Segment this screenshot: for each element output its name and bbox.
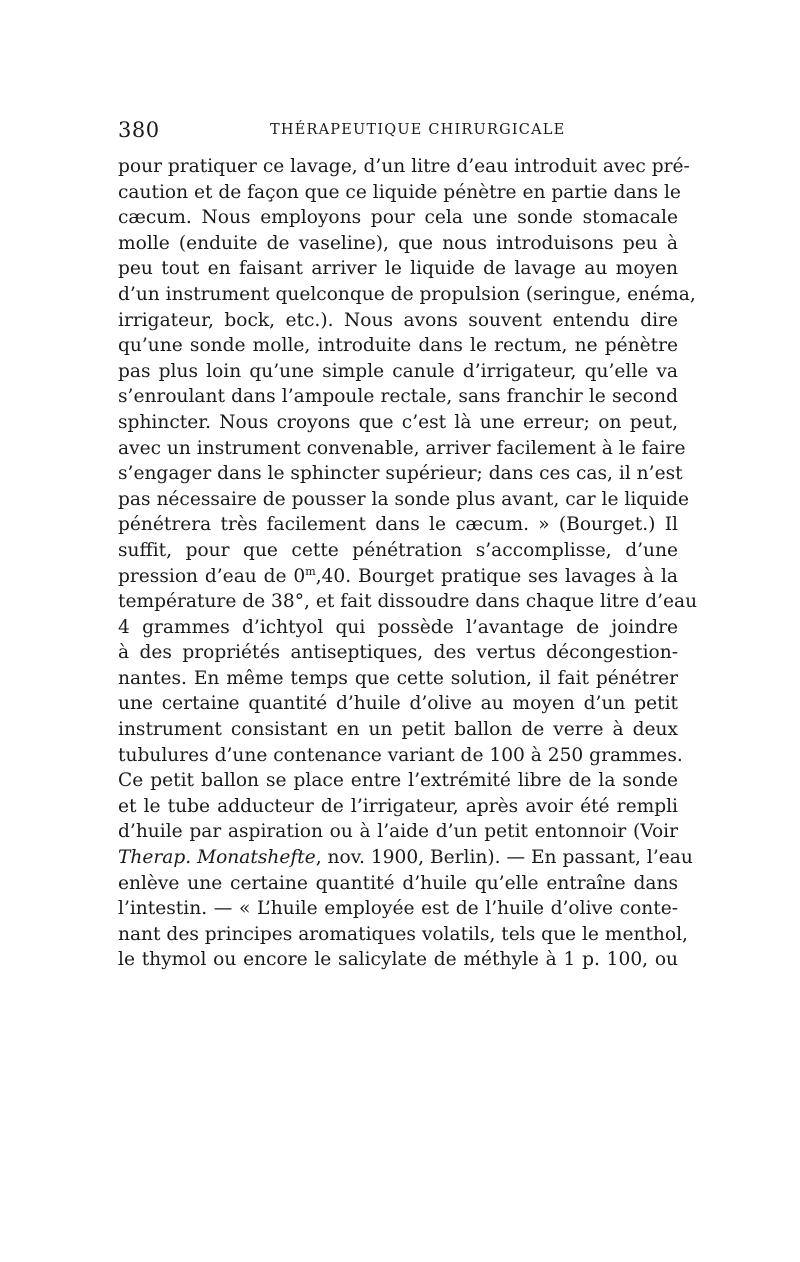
journal-title: Therap. Monatshefte (118, 847, 316, 869)
line-segment: pression d’eau de 0 (118, 565, 306, 587)
text-line: suffit, pour que cette pénétration s’accomplisse, d’une (118, 539, 678, 561)
text-line: pour pratiquer ce lavage, d’un litre d’eau introduit avec pré- (118, 156, 690, 177)
text-line: qu’une sonde molle, introduite dans le rectum, ne pénètre (118, 335, 678, 357)
text-line-with-citation (118, 845, 693, 871)
text-line: molle (enduite de vaseline), que nous introduisons peu à (118, 232, 678, 254)
text-line: s’engager dans le sphincter supérieur; dans ces cas, il n’est (118, 463, 683, 485)
text-line: à des propriétés antiseptiques, des vertus décongestion- (118, 642, 678, 664)
text-line: cæcum. Nous employons pour cela une sonde stomacale (118, 207, 678, 229)
text-line: pas plus loin qu’une simple canule d’irrigateur, qu’elle va (118, 360, 678, 382)
text-line: pas nécessaire de pousser la sonde plus avant, car le liquide (118, 488, 690, 510)
text-line: d’un instrument quelconque de propulsion (seringue, enéma, (118, 283, 696, 305)
text-line: peu tout en faisant arriver le liquide de lavage au moyen (118, 258, 678, 280)
text-line: et le tube adducteur de l’irrigateur, après avoir été rempli (118, 795, 678, 817)
line-segment: ,40. Bourget pratique ses lavages à la (315, 565, 678, 587)
text-line: enlève une certaine quantité d’huile qu’elle entraîne dans (118, 872, 678, 894)
text-line: nant des principes aromatiques volatils, tels que le menthol, (118, 923, 688, 945)
text-line: 4 grammes d’ichtyol qui possède l’avantage de joindre (118, 616, 678, 638)
text-line: une certaine quantité d’huile d’olive au moyen d’un petit (118, 693, 678, 715)
text-line: température de 38°, et fait dissoudre dans chaque litre d’eau (118, 591, 698, 613)
running-title: THÉRAPEUTIQUE CHIRURGICALE (270, 122, 566, 138)
text-line: caution et de façon que ce liquide pénètre en partie dans le (118, 181, 681, 203)
body-text (118, 154, 698, 973)
text-line: instrument consistant en un petit ballon de verre à deux (118, 719, 678, 741)
text-line: s’enroulant dans l’ampoule rectale, sans franchir le second (118, 386, 678, 408)
text-line: sphincter. Nous croyons que c’est là une erreur; on peut, (118, 411, 678, 433)
line-segment: , nov. 1900, Berlin). — En passant, l’eau (315, 847, 693, 869)
text-line: l’intestin. — « L’huile employée est de l’huile d’olive conte- (118, 898, 678, 920)
text-line: d’huile par aspiration ou à l’aide d’un petit entonnoir (Voir (118, 821, 678, 843)
text-line: Ce petit ballon se place entre l’extrémité libre de la sonde (118, 770, 678, 792)
text-line: avec un instrument convenable, arriver facilement à le faire (118, 437, 686, 459)
text-line: irrigateur, bock, etc.). Nous avons souvent entendu dire (118, 309, 678, 331)
text-line: nantes. En même temps que cette solution, il fait pénétrer (118, 667, 678, 689)
text-line-with-superscript (118, 564, 678, 590)
page-number: 380 (118, 118, 160, 142)
text-line: tubulures d’une contenance variant de 100 à 250 grammes. (118, 744, 683, 766)
text-line: le thymol ou encore le salicylate de méthyle à 1 p. 100, ou (118, 949, 678, 971)
text-line: pénétrera très facilement dans le cæcum. » (Bourget.) Il (118, 514, 678, 536)
unit-superscript: m (305, 564, 316, 578)
book-page (118, 118, 698, 971)
page-header (118, 118, 678, 148)
